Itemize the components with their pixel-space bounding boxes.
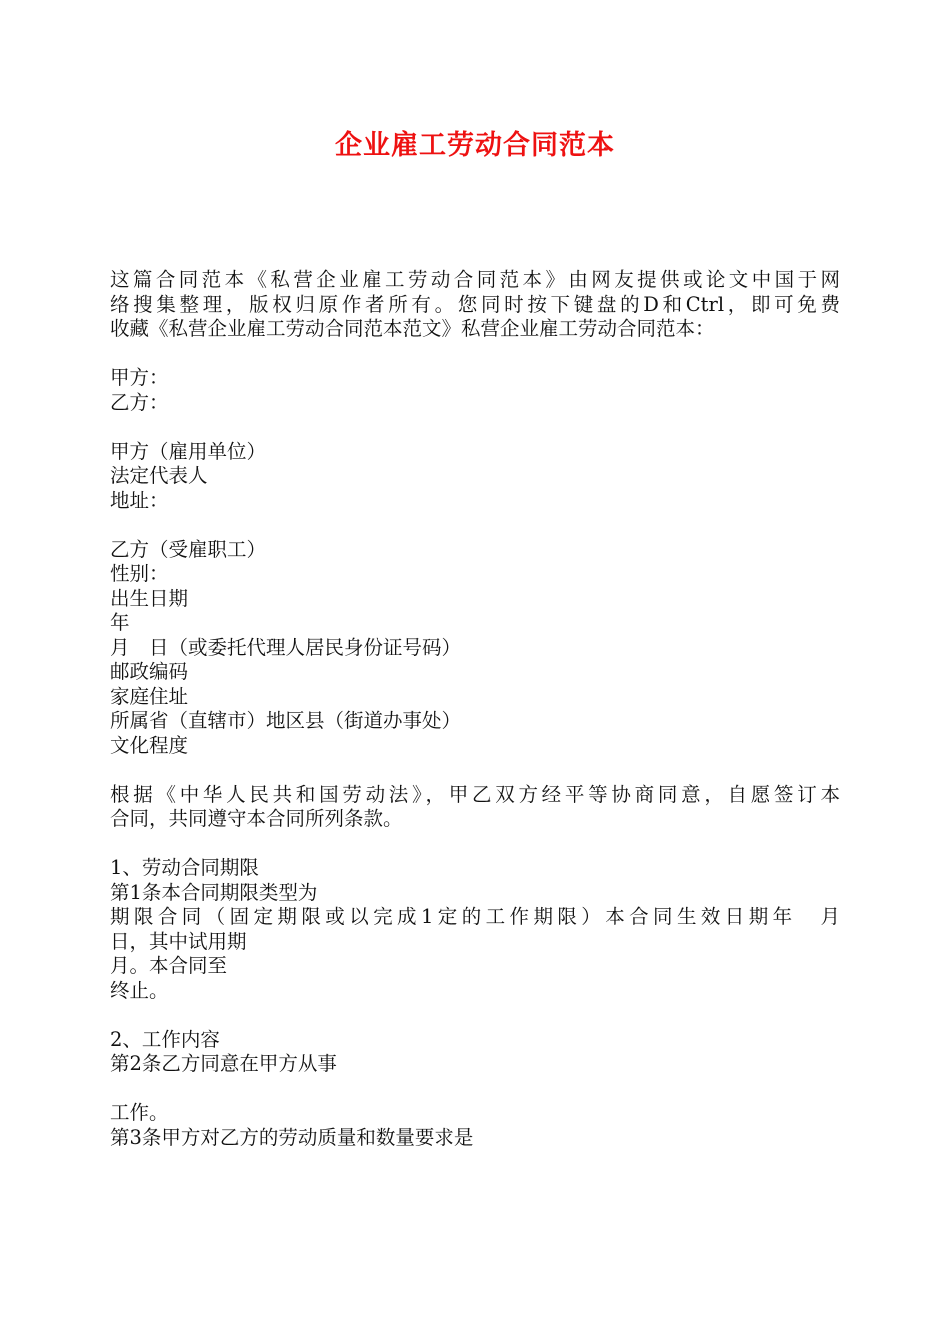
basis-paragraph [110, 783, 840, 832]
section-heading: 2、工作内容 [110, 1027, 220, 1051]
article-line: 工作。 [110, 1101, 169, 1124]
employee-line: 家庭住址 [110, 684, 189, 708]
document-title: 企业雇工劳动合同范本 [335, 130, 615, 161]
document-body [110, 268, 840, 1150]
employer-block [110, 440, 840, 514]
article-line: 月。本合同至 [110, 954, 228, 977]
basis-line: 根据《中华人民共和国劳动法》，甲乙双方经平等协商同意，自愿签订本 [110, 782, 840, 806]
employee-block [110, 538, 840, 759]
employee-line: 邮政编码 [110, 660, 189, 683]
employee-line: 年 [110, 611, 130, 634]
party-b-label: 乙方： [110, 390, 169, 414]
employer-line: 地址： [110, 488, 169, 512]
article-line: 第1条本合同期限类型为 [110, 880, 318, 904]
intro-line: 收藏《私营企业雇工劳动合同范本范文》私营企业雇工劳动合同范本： [110, 317, 715, 340]
article-line: 第2条乙方同意在甲方从事 [110, 1052, 337, 1075]
employee-line: 性别： [110, 562, 169, 585]
employee-line: 出生日期 [110, 586, 189, 610]
article-line: 期限合同（固定期限或以完成1定的工作期限）本合同生效日期年 月 [110, 905, 840, 928]
article-line: 第3条甲方对乙方的劳动质量和数量要求是 [110, 1125, 474, 1149]
article-line: 日，其中试用期 [110, 929, 247, 953]
intro-line: 这篇合同范本《私营企业雇工劳动合同范本》由网友提供或论文中国于网 [110, 268, 840, 291]
section-2 [110, 1028, 840, 1077]
employee-line: 文化程度 [110, 733, 189, 757]
section-2-continued [110, 1101, 840, 1150]
parties-block [110, 366, 840, 415]
party-a-label: 甲方： [110, 366, 169, 389]
employer-line: 法定代表人 [110, 464, 208, 487]
intro-paragraph [110, 268, 840, 342]
section-heading: 1、劳动合同期限 [110, 856, 259, 879]
article-line: 终止。 [110, 978, 169, 1002]
employee-line: 乙方（受雇职工） [110, 537, 267, 561]
employee-line: 月 日（或委托代理人居民身份证号码） [110, 635, 462, 659]
employee-line: 所属省（直辖市）地区县（街道办事处） [110, 709, 462, 732]
basis-line: 合同，共同遵守本合同所列条款。 [110, 807, 403, 830]
section-1 [110, 856, 840, 1003]
intro-line: 络搜集整理，版权归原作者所有。您同时按下键盘的D和Ctrl，即可免费 [110, 292, 840, 316]
employer-line: 甲方（雇用单位） [110, 439, 267, 463]
